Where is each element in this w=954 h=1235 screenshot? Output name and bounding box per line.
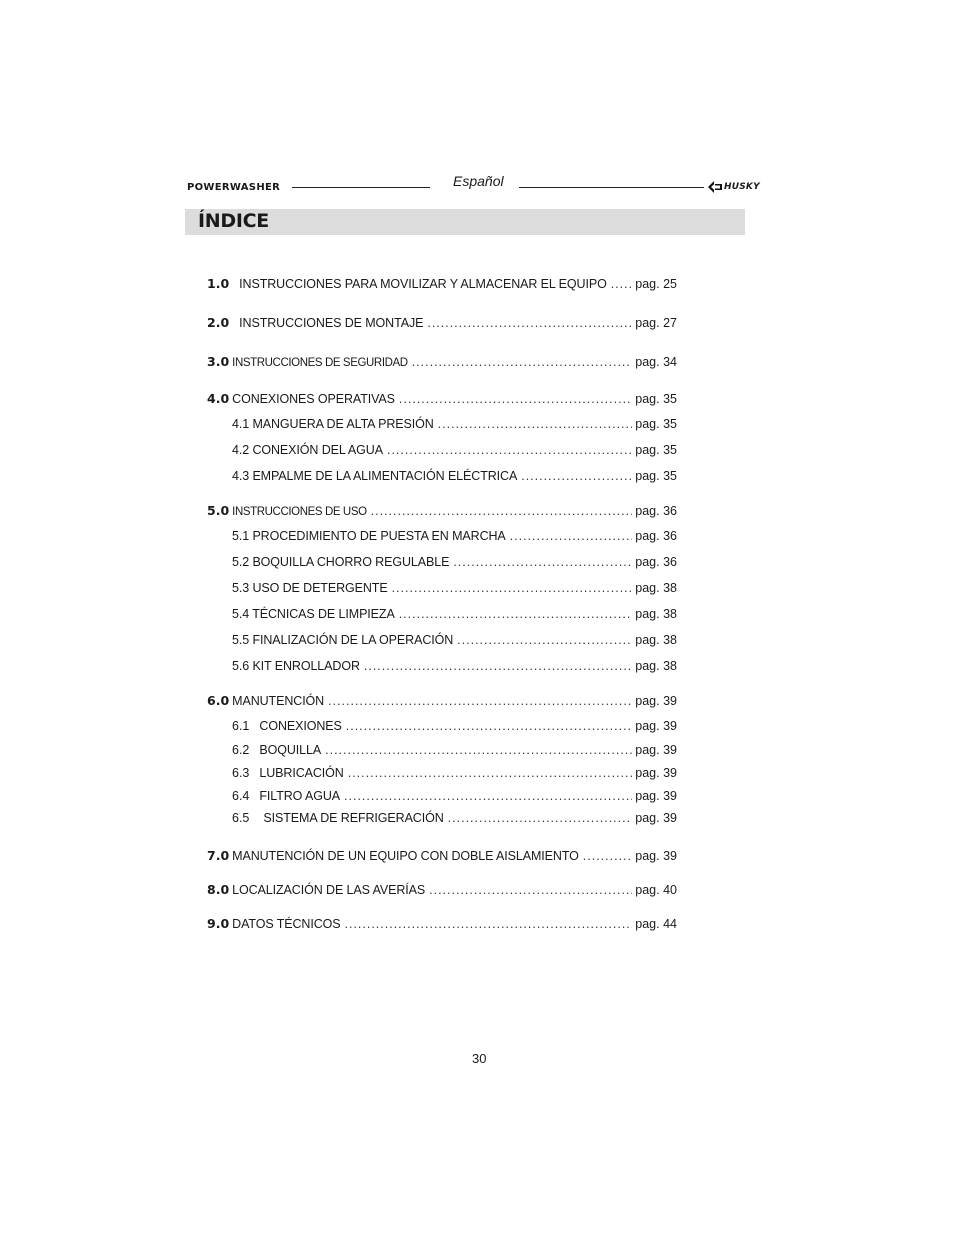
toc-entry-6-1[interactable] xyxy=(232,719,677,735)
toc-entry-label: LUBRICACIÓN xyxy=(259,766,344,780)
toc-entry-page: pag. 25 xyxy=(635,277,677,291)
toc-entry-4-3[interactable] xyxy=(232,469,677,485)
toc-entry-1[interactable] xyxy=(207,276,677,292)
toc-entry-6-3[interactable] xyxy=(232,766,677,782)
dot-leader xyxy=(392,581,633,595)
toc-entry-6-2[interactable] xyxy=(232,743,677,759)
toc-entry-5-4[interactable] xyxy=(232,607,677,623)
toc-entry-page: pag. 38 xyxy=(635,633,677,647)
toc-entry-5[interactable] xyxy=(207,503,677,519)
toc-entry-subnumber: 6.3 xyxy=(232,766,250,780)
toc-entry-number: 4.0 xyxy=(207,391,230,406)
toc-entry-label: CONEXIONES xyxy=(259,719,342,733)
page-number: 30 xyxy=(472,1051,487,1066)
dot-leader xyxy=(325,743,632,757)
toc-entry-label: INSTRUCCIONES DE USO xyxy=(232,506,367,518)
dot-leader xyxy=(328,694,632,708)
toc-entry-label: MANUTENCIÓN xyxy=(232,694,325,708)
toc-entry-5-6[interactable] xyxy=(232,659,677,675)
toc-entry-label: FILTRO AGUA xyxy=(259,789,341,803)
toc-entry-number: 3.0 xyxy=(207,354,230,369)
toc-entry-5-2[interactable] xyxy=(232,555,677,571)
dot-leader xyxy=(399,392,632,406)
husky-logo-text: HUSKY xyxy=(724,182,760,192)
dot-leader xyxy=(453,555,632,569)
toc-entry-label: DATOS TÉCNICOS xyxy=(232,917,341,931)
page-title: ÍNDICE xyxy=(198,210,269,232)
toc-entry-page: pag. 35 xyxy=(635,443,677,457)
toc-entry-label: 5.2 BOQUILLA CHORRO REGULABLE xyxy=(232,555,450,569)
toc-entry-3[interactable] xyxy=(207,354,677,370)
toc-entry-page: pag. 39 xyxy=(635,849,677,863)
toc-entry-page: pag. 38 xyxy=(635,581,677,595)
toc-entry-number: 6.0 xyxy=(207,693,230,708)
toc-entry-label: 5.6 KIT ENROLLADOR xyxy=(232,659,360,673)
toc-entry-number: 9.0 xyxy=(207,916,230,931)
toc-entry-subnumber: 6.5 xyxy=(232,811,250,825)
toc-entry-page: pag. 36 xyxy=(635,529,677,543)
toc-entry-subnumber: 6.1 xyxy=(232,719,250,733)
toc-entry-label: SISTEMA DE REFRIGERACIÓN xyxy=(263,811,444,825)
toc-entry-page: pag. 38 xyxy=(635,607,677,621)
toc-entry-4[interactable] xyxy=(207,391,677,407)
toc-entry-8[interactable] xyxy=(207,882,677,898)
dot-leader xyxy=(348,766,633,780)
toc-entry-label: CONEXIONES OPERATIVAS xyxy=(232,392,395,406)
dot-leader xyxy=(611,277,633,291)
toc-entry-number: 7.0 xyxy=(207,848,230,863)
toc-entry-label: 5.1 PROCEDIMIENTO DE PUESTA EN MARCHA xyxy=(232,529,506,543)
toc-entry-label: INSTRUCCIONES DE MONTAJE xyxy=(239,316,424,330)
dot-leader xyxy=(583,849,633,863)
dot-leader xyxy=(427,316,632,330)
dot-leader xyxy=(344,789,632,803)
dot-leader xyxy=(510,529,633,543)
toc-entry-number: 8.0 xyxy=(207,882,230,897)
toc-entry-page: pag. 39 xyxy=(635,811,677,825)
toc-entry-page: pag. 39 xyxy=(635,766,677,780)
toc-entry-label: INSTRUCCIONES DE SEGURIDAD xyxy=(232,357,408,369)
dot-leader xyxy=(429,883,632,897)
brand-powerwasher: POWERWASHER xyxy=(187,182,281,193)
toc-entry-page: pag. 39 xyxy=(635,694,677,708)
dot-leader xyxy=(521,469,632,483)
toc-entry-2[interactable] xyxy=(207,315,677,331)
toc-entry-6-5[interactable] xyxy=(232,811,677,827)
toc-entry-page: pag. 40 xyxy=(635,883,677,897)
toc-entry-subnumber: 6.4 xyxy=(232,789,250,803)
dot-leader xyxy=(399,607,633,621)
toc-entry-label: MANUTENCIÓN DE UN EQUIPO CON DOBLE AISLAMIENTO xyxy=(232,849,579,863)
toc-entry-label: LOCALIZACIÓN DE LAS AVERÍAS xyxy=(232,883,426,897)
dot-leader xyxy=(387,443,632,457)
toc-entry-label: 5.3 USO DE DETERGENTE xyxy=(232,581,388,595)
toc-entry-number: 1.0 xyxy=(207,276,230,291)
toc-entry-label: BOQUILLA xyxy=(259,743,322,757)
toc-entry-page: pag. 39 xyxy=(635,743,677,757)
toc-entry-5-3[interactable] xyxy=(232,581,677,597)
toc-entry-9[interactable] xyxy=(207,916,677,932)
language-label: Español xyxy=(453,173,504,189)
toc-entry-page: pag. 36 xyxy=(635,504,677,518)
dot-leader xyxy=(438,417,633,431)
dot-leader xyxy=(371,504,633,518)
toc-entry-page: pag. 39 xyxy=(635,719,677,733)
toc-entry-page: pag. 38 xyxy=(635,659,677,673)
toc-entry-label: 5.4 TÉCNICAS DE LIMPIEZA xyxy=(232,607,395,621)
toc-entry-page: pag. 35 xyxy=(635,417,677,431)
toc-entry-label: 4.1 MANGUERA DE ALTA PRESIÓN xyxy=(232,417,434,431)
dot-leader xyxy=(346,719,633,733)
dot-leader xyxy=(448,811,633,825)
toc-entry-label: 5.5 FINALIZACIÓN DE LA OPERACIÓN xyxy=(232,633,454,647)
toc-entry-page: pag. 35 xyxy=(635,469,677,483)
toc-entry-4-2[interactable] xyxy=(232,443,677,459)
toc-entry-label: INSTRUCCIONES PARA MOVILIZAR Y ALMACENAR EL EQUIPO xyxy=(239,277,607,291)
toc-entry-4-1[interactable] xyxy=(232,417,677,433)
toc-entry-number: 5.0 xyxy=(207,503,230,518)
toc-entry-page: pag. 27 xyxy=(635,316,677,330)
toc-entry-page: pag. 44 xyxy=(635,917,677,931)
toc-entry-label: 4.3 EMPALME DE LA ALIMENTACIÓN ELÉCTRICA xyxy=(232,469,518,483)
toc-entry-page: pag. 39 xyxy=(635,789,677,803)
toc-entry-label: 4.2 CONEXIÓN DEL AGUA xyxy=(232,443,383,457)
toc-entry-page: pag. 36 xyxy=(635,555,677,569)
toc-entry-number: 2.0 xyxy=(207,315,230,330)
toc-entry-5-1[interactable] xyxy=(232,529,677,545)
dot-leader xyxy=(364,659,632,673)
toc-entry-6[interactable] xyxy=(207,693,677,709)
toc-entry-7[interactable] xyxy=(207,848,677,864)
toc-entry-page: pag. 34 xyxy=(635,355,677,369)
toc-entry-page: pag. 35 xyxy=(635,392,677,406)
toc-entry-6-4[interactable] xyxy=(232,789,677,805)
dot-leader xyxy=(345,917,633,931)
toc-entry-5-5[interactable] xyxy=(232,633,677,649)
dot-leader xyxy=(457,633,632,647)
dot-leader xyxy=(412,355,633,369)
toc-entry-subnumber: 6.2 xyxy=(232,743,250,757)
